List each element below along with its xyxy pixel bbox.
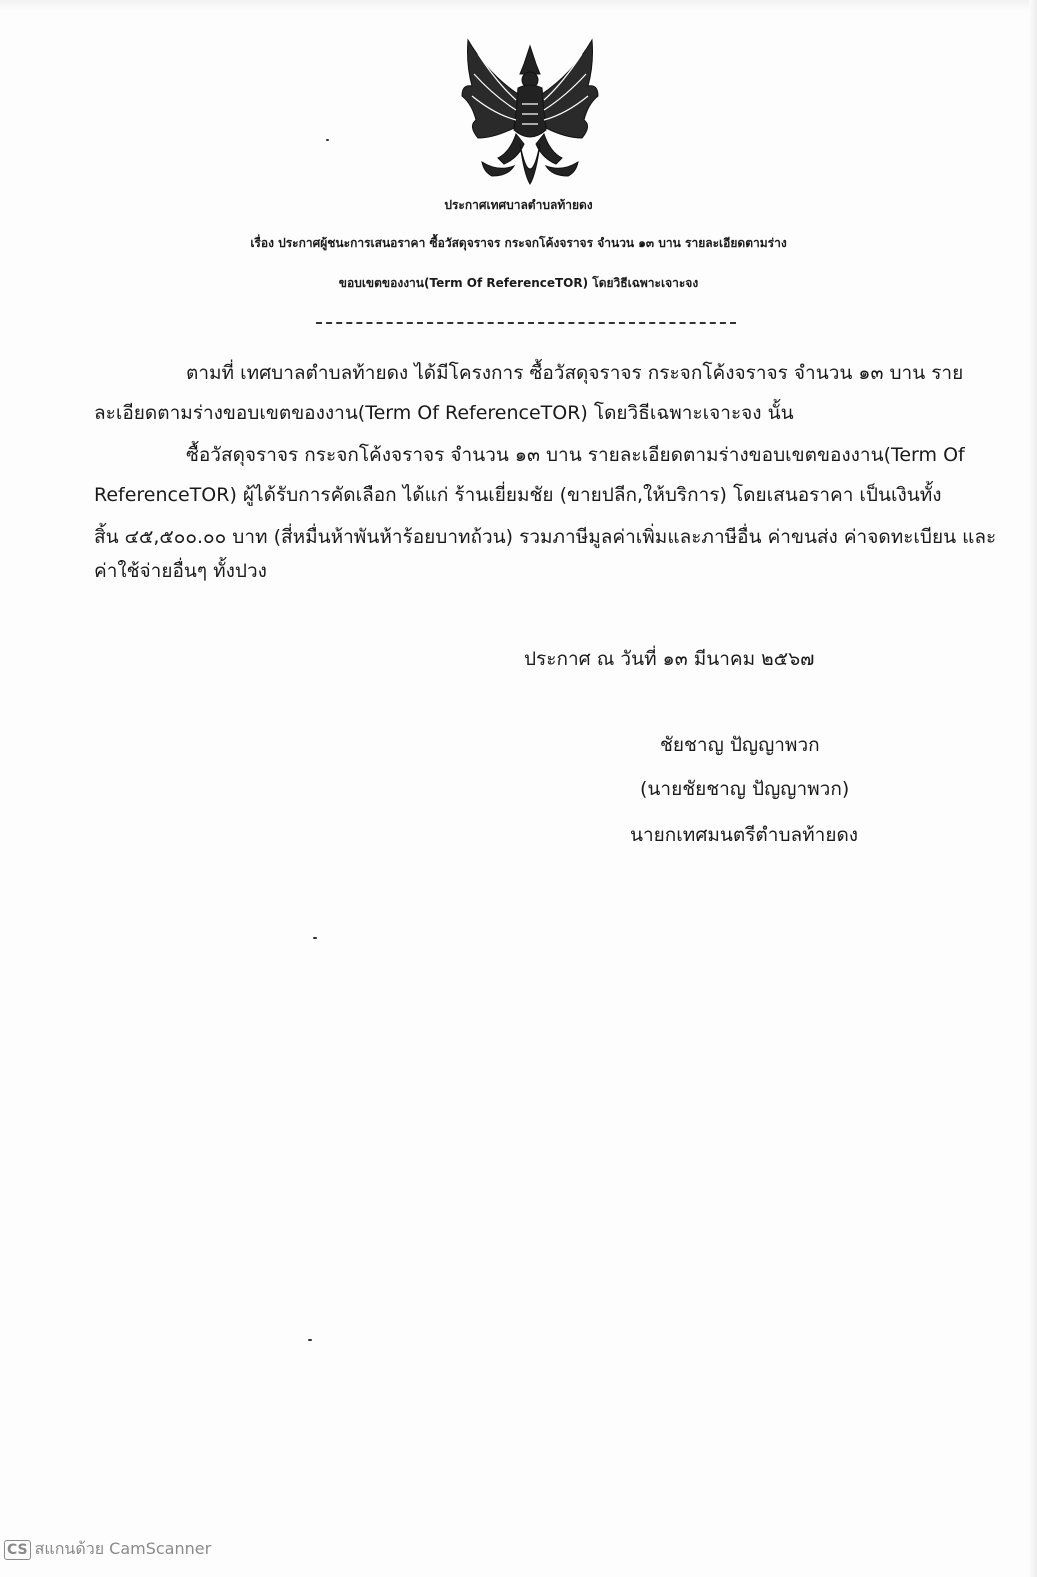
scan-edge-top — [0, 0, 1037, 10]
body-line-3: ซื้อวัสดุจราจร กระจกโค้งจราจร จำนวน ๑๓ บาน รายละเอียดตามร่างขอบเขตของงาน(Term Of — [186, 444, 965, 466]
subject-line-1: เรื่อง ประกาศผู้ชนะการเสนอราคา ซื้อวัสดุจราจร กระจกโค้งจราจร จำนวน ๑๓ บาน รายละเอียดตามร่าง — [250, 236, 787, 250]
divider-line — [316, 322, 736, 324]
body-line-2: ละเอียดตามร่างขอบเขตของงาน(Term Of ReferenceTOR) โดยวิธีเฉพาะเจาะจง นั้น — [94, 402, 794, 424]
body-line-1: ตามที่ เทศบาลตำบลท้ายดง ได้มีโครงการ ซื้อวัสดุจราจร กระจกโค้งจราจร จำนวน ๑๓ บาน ราย — [186, 362, 964, 384]
camscanner-logo-icon: CS — [4, 1540, 31, 1560]
signature-name: ชัยชาญ ปัญญาพวก — [660, 734, 820, 756]
watermark-text: สแกนด้วย CamScanner — [34, 1539, 212, 1558]
signatory-position: นายกเทศมนตรีตำบลท้ายดง — [630, 824, 859, 846]
scan-speck — [313, 937, 317, 939]
body-line-6: ค่าใช้จ่ายอื่นๆ ทั้งปวง — [94, 560, 267, 582]
org-title: ประกาศเทศบาลตำบลท้ายดง — [444, 198, 593, 212]
garuda-emblem-icon — [458, 34, 602, 194]
body-line-5: สิ้น ๔๕,๕๐๐.๐๐ บาท (สี่หมื่นห้าพันห้าร้อยบาทถ้วน) รวมภาษีมูลค่าเพิ่มและภาษีอื่น ค่าขนส่ง ค่าจดทะเบียน และ — [94, 526, 997, 548]
scan-speck — [326, 139, 329, 141]
camscanner-watermark — [4, 1537, 211, 1562]
body-line-4: ReferenceTOR) ผู้ได้รับการคัดเลือก ได้แก่ ร้านเยี่ยมชัย (ขายปลีก,ให้บริการ) โดยเสนอราคา เป็นเงินทั้ง — [94, 484, 942, 506]
scan-speck — [308, 1339, 312, 1341]
subject-line-2: ขอบเขตของงาน(Term Of ReferenceTOR) โดยวิธีเฉพาะเจาะจง — [338, 276, 699, 290]
announcement-date: ประกาศ ณ วันที่ ๑๓ มีนาคม ๒๕๖๗ — [524, 648, 815, 670]
signatory-full-name: (นายชัยชาญ ปัญญาพวก) — [640, 778, 850, 800]
